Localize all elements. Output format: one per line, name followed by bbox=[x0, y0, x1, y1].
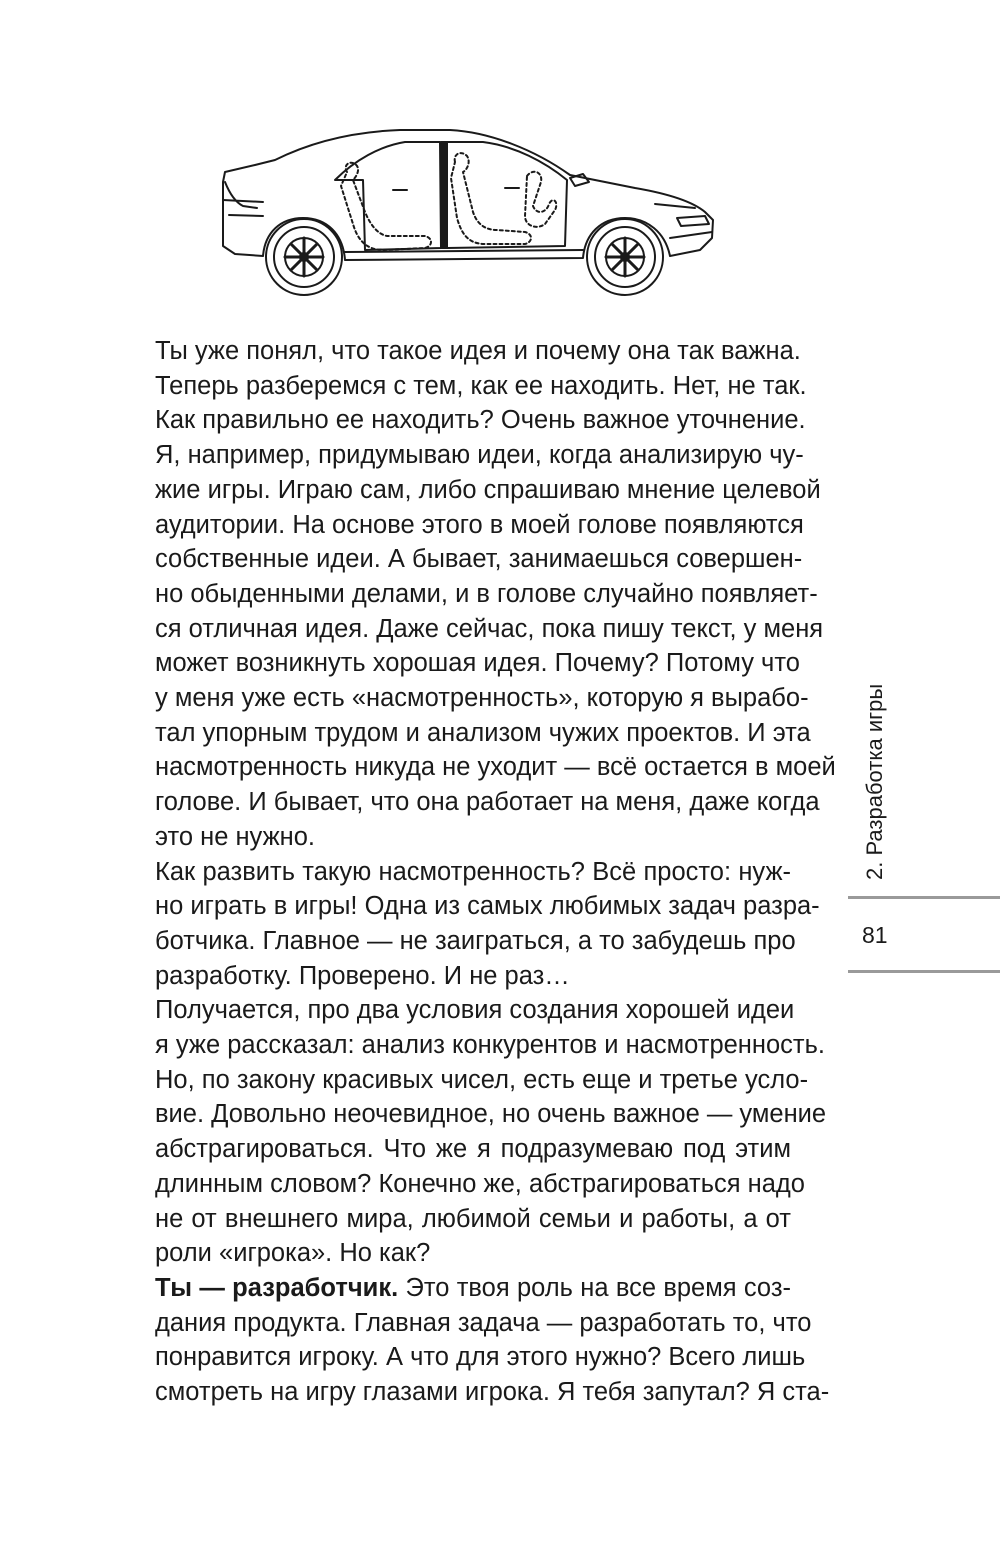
window-frame bbox=[335, 142, 441, 250]
body-text bbox=[119, 334, 836, 1410]
text-line: понравится игроку. А что для этого нужно? Всего лишь bbox=[155, 1343, 806, 1372]
text-line: ботчика. Главное — не заиграться, а то забудешь про bbox=[155, 926, 796, 955]
text-line: собственные идеи. А бывает, занимаешься совершен- bbox=[155, 545, 803, 574]
lead-rest: Это твоя роль на все время соз- bbox=[398, 1273, 792, 1302]
text-line: не от внешнего мира, любимой семьи и работы, а от bbox=[155, 1204, 791, 1233]
text-line: Но, по закону красивых чисел, есть еще и третье усло- bbox=[155, 1065, 809, 1094]
text-line: Как правильно ее находить? Очень важное уточнение. bbox=[155, 406, 806, 435]
text-line: может возникнуть хорошая идея. Почему? Потому что bbox=[155, 649, 800, 678]
text-line: разработку. Проверено. И не раз… bbox=[155, 961, 570, 990]
text-line: голове. И бывает, что она работает на меня, даже когда bbox=[155, 788, 820, 817]
text-line: Теперь разберемся с тем, как ее находить. Нет, не так. bbox=[155, 371, 807, 400]
paragraph bbox=[119, 993, 827, 1271]
rear-wheel bbox=[266, 219, 342, 295]
text-line bbox=[119, 1271, 791, 1306]
paragraph bbox=[119, 855, 820, 994]
sidebar-rule-top bbox=[848, 896, 1000, 899]
page-number: 81 bbox=[862, 922, 888, 948]
text-line: Как развить такую насмотренность? Всё просто: нуж- bbox=[155, 857, 791, 886]
text-line: я уже рассказал: анализ конкурентов и насмотренность. bbox=[155, 1031, 825, 1060]
front-seat bbox=[451, 153, 531, 244]
text-line: абстрагироваться. Что же я подразумеваю под этим bbox=[155, 1135, 791, 1164]
text-line: ся отличная идея. Даже сейчас, пока пишу текст, у меня bbox=[155, 614, 824, 643]
front-wheel bbox=[587, 219, 663, 295]
text-line: но играть в игры! Одна из самых любимых задач разра- bbox=[155, 892, 820, 921]
text-line: Ты уже понял, что такое идея и почему она так важна. bbox=[155, 337, 801, 365]
text-line: тал упорным трудом и анализом чужих проектов. И эта bbox=[155, 718, 811, 747]
text-line: насмотренность никуда не уходит — всё остается в моей bbox=[155, 753, 836, 782]
text-line: дания продукта. Главная задача — разработать то, что bbox=[155, 1308, 812, 1337]
chapter-label: 2. Разработка игры bbox=[862, 683, 887, 880]
car-illustration bbox=[215, 120, 720, 305]
text-line: аудитории. На основе этого в моей голове появляются bbox=[155, 510, 804, 539]
text-line: у меня уже есть «насмотренность», которую я вырабо- bbox=[155, 684, 809, 713]
text-line: роли «игрока». Но как? bbox=[155, 1239, 431, 1268]
text-line: вие. Довольно неочевидное, но очень важное — умение bbox=[155, 1100, 827, 1129]
text-line: смотреть на игру глазами игрока. Я тебя запутал? Я ста- bbox=[155, 1378, 830, 1407]
bold-lead: Ты — разработчик. bbox=[155, 1273, 399, 1302]
text-line: Получается, про два условия создания хорошей идеи bbox=[155, 996, 795, 1025]
paragraph bbox=[119, 334, 836, 855]
paragraph bbox=[119, 1271, 830, 1410]
text-line: длинным словом? Конечно же, абстрагироваться надо bbox=[155, 1169, 805, 1198]
rear-seat bbox=[341, 163, 431, 250]
text-line: но обыденными делами, и в голове случайно появляет- bbox=[155, 579, 818, 608]
sidebar-rule-bottom bbox=[848, 970, 1000, 973]
text-line: жие игры. Играю сам, либо спрашиваю мнение целевой bbox=[155, 475, 821, 504]
text-line: Я, например, придумываю идеи, когда анализирую чу- bbox=[155, 441, 804, 470]
text-line: это не нужно. bbox=[155, 822, 315, 851]
